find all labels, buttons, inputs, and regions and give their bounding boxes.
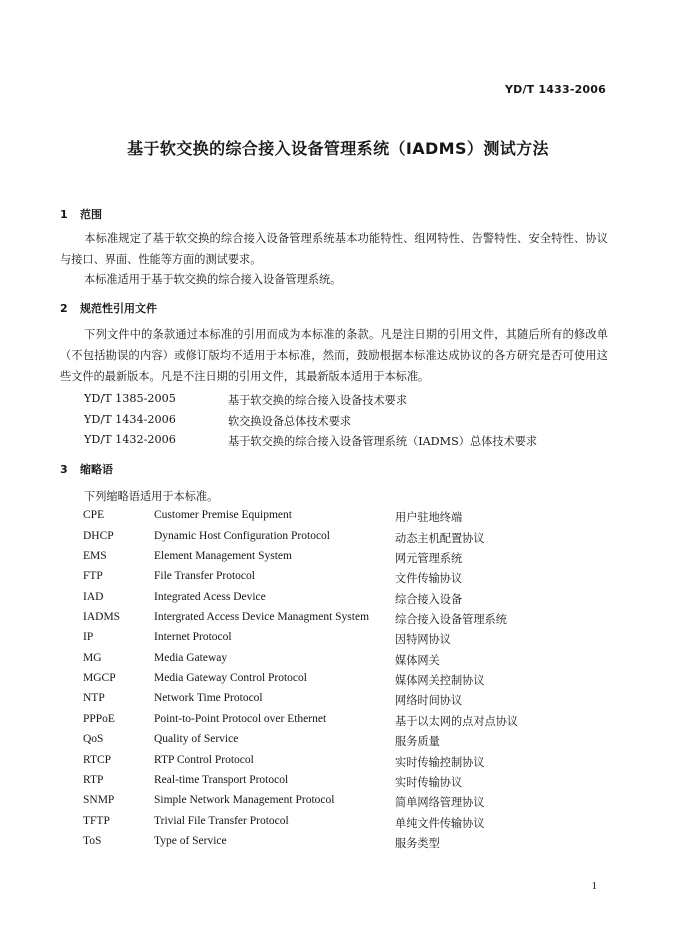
abbr-term: IP xyxy=(83,631,94,643)
abbr-chinese: 网络时间协议 xyxy=(395,694,463,707)
abbr-english: Point-to-Point Protocol over Ethernet xyxy=(154,713,327,725)
abbr-english: Integrated Acess Device xyxy=(154,591,266,603)
abbr-term: QoS xyxy=(83,733,104,745)
abbr-chinese: 综合接入设备管理系统 xyxy=(395,613,507,626)
section-2-paragraph: 下列文件中的条款通过本标准的引用而成为本标准的条款。凡是注日期的引用文件，其随后所有的修改单（不包括勘误的内容）或修订版均不适用于本标准，然而，鼓励根据本标准达成协议的各方研究是否可使用这些文件的最新版本。凡是不注日期的引用文件，其最新版本适用于本标准。 xyxy=(60,328,608,383)
abbr-chinese: 用户驻地终端 xyxy=(395,511,463,524)
abbr-english: Media Gateway xyxy=(154,652,228,664)
abbr-chinese: 文件传输协议 xyxy=(395,572,463,585)
ref-code: YD/T 1385-2005 xyxy=(84,392,176,405)
abbr-term: FTP xyxy=(83,570,103,582)
ref-code: YD/T 1432-2006 xyxy=(84,433,176,446)
abbr-term: PPPoE xyxy=(83,713,115,725)
abbr-term: DHCP xyxy=(83,530,114,542)
abbr-term: MGCP xyxy=(83,672,116,684)
abbr-chinese: 媒体网关控制协议 xyxy=(395,674,485,687)
standard-code: YD/T 1433-2006 xyxy=(504,83,606,96)
section-title: 缩略语 xyxy=(80,463,113,476)
abbr-english: Network Time Protocol xyxy=(154,692,263,704)
abbr-term: RTCP xyxy=(83,754,112,766)
section-1-paragraph-1: 本标准规定了基于软交换的综合接入设备管理系统基本功能特性、组网特性、告警特性、安全特性、协议与接口、界面、性能等方面的测试要求。 xyxy=(60,232,608,266)
abbr-term: RTP xyxy=(83,774,104,786)
abbr-english: Customer Premise Equipment xyxy=(154,509,292,521)
abbr-english: Intergrated Access Device Managment System xyxy=(154,611,370,623)
ref-code: YD/T 1434-2006 xyxy=(84,413,176,426)
ref-title: 基于软交换的综合接入设备管理系统（IADMS）总体技术要求 xyxy=(228,435,538,448)
abbr-chinese: 因特网协议 xyxy=(395,633,451,646)
abbr-chinese: 单纯文件传输协议 xyxy=(395,817,485,830)
abbr-term: IAD xyxy=(83,591,104,603)
abbr-english: RTP Control Protocol xyxy=(154,754,254,766)
abbr-english: Simple Network Management Protocol xyxy=(154,794,335,806)
abbr-chinese: 简单网络管理协议 xyxy=(395,796,485,809)
section-title: 规范性引用文件 xyxy=(80,302,157,315)
abbr-term: CPE xyxy=(83,509,105,521)
abbr-chinese: 实时传输控制协议 xyxy=(395,756,485,769)
abbr-term: ToS xyxy=(83,835,102,847)
document-title: 基于软交换的综合接入设备管理系统（IADMS）测试方法 xyxy=(127,139,549,158)
abbr-english: Type of Service xyxy=(154,835,227,847)
abbr-chinese: 网元管理系统 xyxy=(395,552,463,565)
section-1-heading xyxy=(60,206,102,222)
abbr-english: Trivial File Transfer Protocol xyxy=(154,815,289,827)
abbr-english: Media Gateway Control Protocol xyxy=(154,672,307,684)
abbr-english: Quality of Service xyxy=(154,733,239,745)
section-title: 范围 xyxy=(80,208,102,221)
abbr-chinese: 基于以太网的点对点协议 xyxy=(395,715,519,728)
abbr-term: TFTP xyxy=(83,815,110,827)
abbr-chinese: 综合接入设备 xyxy=(395,593,463,606)
abbr-english: Internet Protocol xyxy=(154,631,232,643)
ref-title: 基于软交换的综合接入设备技术要求 xyxy=(228,394,408,407)
abbr-term: MG xyxy=(83,652,102,664)
section-1-paragraph-2: 本标准适用于基于软交换的综合接入设备管理系统。 xyxy=(84,273,342,286)
section-number: 1 xyxy=(60,208,68,221)
abbr-chinese: 动态主机配置协议 xyxy=(395,532,485,545)
section-2-heading xyxy=(60,300,157,316)
section-number: 3 xyxy=(60,463,68,476)
abbr-chinese: 媒体网关 xyxy=(395,654,440,667)
section-3-heading xyxy=(60,461,113,477)
abbr-english: Dynamic Host Configuration Protocol xyxy=(154,530,330,542)
page-number: 1 xyxy=(591,880,597,892)
section-number: 2 xyxy=(60,302,68,315)
ref-title: 软交换设备总体技术要求 xyxy=(228,415,352,428)
section-3-intro: 下列缩略语适用于本标准。 xyxy=(84,490,219,503)
abbr-chinese: 服务质量 xyxy=(395,735,440,748)
abbr-english: File Transfer Protocol xyxy=(154,570,255,582)
abbr-term: SNMP xyxy=(83,794,115,806)
abbr-english: Real-time Transport Protocol xyxy=(154,774,289,786)
abbr-chinese: 实时传输协议 xyxy=(395,776,463,789)
abbr-term: IADMS xyxy=(83,611,121,623)
abbr-term: EMS xyxy=(83,550,107,562)
abbr-term: NTP xyxy=(83,692,105,704)
abbr-english: Element Management System xyxy=(154,550,292,562)
abbr-chinese: 服务类型 xyxy=(395,837,440,850)
